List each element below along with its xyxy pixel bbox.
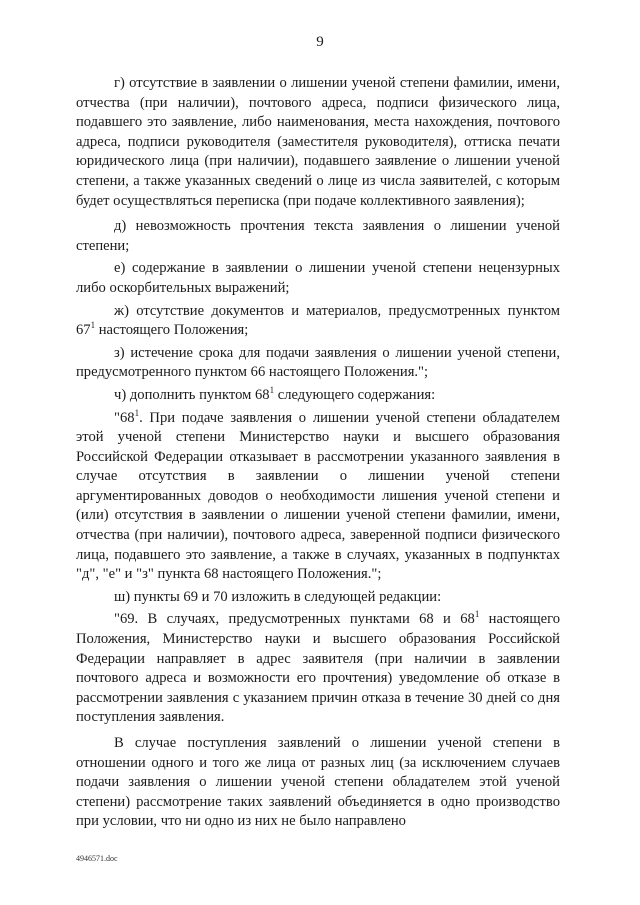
- paragraph-text: "69. В случаях, предусмотренных пунктами 68 и 68: [114, 611, 475, 628]
- paragraph-text: . При подаче заявления о лишении ученой степени обладателем этой ученой степени Министерство науки и высшего образования Российской Федерации отказывает в рассмотрении указанного заявления в случае отсутствия в заявлении о лишении ученой степени аргументированных доводов о необходимости лишения ученой степени и (или) отсутствия в заявлении о лишении ученой степени фамилии, имени, отчества (при наличии), почтового адреса, заверенной подписи физического лица, подавшего это заявление, а также в случаях, указанных в подпунктах "д", "е" и "з" пункта 68 настоящего Положения.";: [76, 409, 560, 583]
- superscript: 1: [474, 609, 480, 620]
- paragraph-subitem-sh: ш) пункты 69 и 70 изложить в следующей редакции:: [114, 588, 442, 605]
- page-number: 9: [316, 34, 324, 50]
- paragraph-point-69-part-2: В случае поступления заявлений о лишении ученой степени в отношении одного и того же лица от разных лиц (за исключением случаев подачи заявления о лишении ученой степени обладателем этой ученой степени) рассмотрение таких заявлений объединяется в одно производство при условии, что ни одно из них не было направлено: [76, 735, 560, 830]
- paragraph-text: настоящего Положения;: [95, 322, 249, 339]
- paragraph-subitem-z: з) истечение срока для подачи заявления о лишении ученой степени, предусмотренного пунктом 66 настоящего Положения.";: [76, 344, 560, 381]
- paragraph-point-68-1: [76, 409, 560, 585]
- paragraph-text: ж) отсутствие документов и материалов, предусмотренных пунктом 67: [76, 302, 560, 339]
- paragraph-subitem-d: д) невозможность прочтения текста заявления о лишении ученой степени;: [76, 218, 560, 254]
- paragraph-subitem-g: г) отсутствие в заявлении о лишении ученой степени фамилии, имени, отчества (при наличии), почтового адреса, подписи физического лица, подавшего это заявление, либо наименования, места нахождения, почтового адреса, подписи руководителя (заместителя руководителя), оттиска печати юридического лица (при наличии), подавшего заявление о лишении ученой степени, а также указанных сведений о лице из числа заявителей, с которым будет осуществляться переписка (при подаче коллективного заявления);: [76, 75, 560, 209]
- file-name-footer: 4946571.doc: [76, 854, 118, 863]
- paragraph-subitem-e: е) содержание в заявлении о лишении ученой степени нецензурных либо оскорбительных выражений;: [76, 260, 560, 296]
- paragraph-text: "68: [114, 409, 135, 426]
- superscript: 1: [90, 320, 96, 331]
- document-body: [76, 74, 560, 838]
- paragraph-text: настоящего Положения, Министерство науки и высшего образования Российской Федерации направляет в адрес заявителя (при наличии в заявлении почтового адреса и возможности его прочтения) уведомление об отказе в рассмотрении заявления с указанием причин отказа в течение 30 дней со дня поступления заявления.: [76, 611, 560, 726]
- paragraph-subitem-ch: [76, 386, 560, 406]
- superscript: 1: [269, 384, 275, 395]
- paragraph-point-69: [76, 610, 560, 728]
- paragraph-text: следующего содержания:: [274, 386, 436, 403]
- paragraph-subitem-zh: [76, 302, 560, 341]
- paragraph-text: ч) дополнить пунктом 68: [114, 386, 270, 403]
- superscript: 1: [134, 407, 140, 418]
